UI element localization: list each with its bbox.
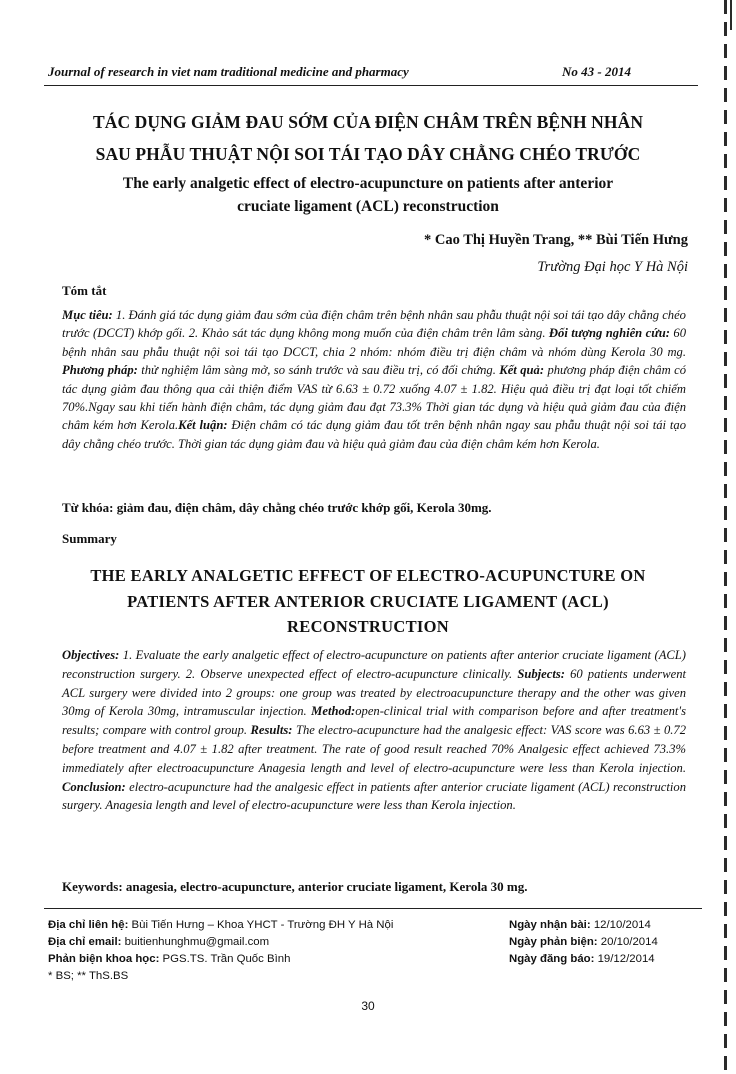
reviewer-value: PGS.TS. Trần Quốc Bình xyxy=(159,953,291,965)
subjects-text-en: 60 patients underwent ACL surgery were divided into 2 groups: one group was treated by electroacupuncture therapy and the other was given 30mg of Kerola 30mg, intramuscular injection. xyxy=(62,666,686,719)
footer-dates-block xyxy=(509,917,709,968)
footer-contact-block xyxy=(48,917,488,985)
results-text-en: The electro-acupuncture had the analgesic effect: VAS score was 6.63 ± 0.72 before treatment and 4.07 ± 1.82 after treatment. The rate of good result reached 70% Analgesic effect achieved 73.3% immediately after electroacupuncture Anagesia length and level of electro-acupuncture were less than Kerola injection. xyxy=(62,723,687,775)
header-divider xyxy=(44,85,698,86)
contact-line xyxy=(48,917,488,934)
english-abstract xyxy=(62,646,686,815)
scan-edge-mark-top xyxy=(730,0,732,30)
degrees-note: * BS; ** ThS.BS xyxy=(48,970,129,982)
received-value: 12/10/2014 xyxy=(590,919,651,931)
reviewer-label: Phản biện khoa học: xyxy=(48,953,160,965)
method-text: thử nghiệm lâm sàng mở, so sánh trước và sau điều trị, có đối chứng. xyxy=(137,363,500,378)
vietnamese-title xyxy=(40,106,696,170)
email-value[interactable]: buitienhunghmu@gmail.com xyxy=(121,936,270,948)
english-keywords: Keywords: anagesia, electro-acupuncture, anterior cruciate ligament, Kerola 30 mg. xyxy=(62,879,528,894)
page-number: 30 xyxy=(361,999,375,1013)
conclusion-text-en: electro-acupuncture had the analgesic effect in patients after anterior cruciate ligament (ACL) reconstruction surgery. Anagesia length and level of electro-acupuncture were less than Kerola injection. xyxy=(62,779,686,813)
email-label: Địa chỉ email: xyxy=(48,936,122,948)
conclusion-label: Kết luận: xyxy=(178,418,228,433)
published-date-line xyxy=(509,951,709,968)
affiliation: Trường Đại học Y Hà Nội xyxy=(537,259,688,275)
received-date-line xyxy=(509,917,709,934)
results-label: Kết quả: xyxy=(499,363,545,378)
english-title-line-1: The early analgetic effect of electro-acupuncture on patients after anterior xyxy=(122,175,614,192)
vietnamese-keywords: Từ khóa: giảm đau, điện châm, dây chằng chéo trước khớp gối, Kerola 30mg. xyxy=(62,500,492,515)
vietnamese-abstract xyxy=(62,306,686,453)
objective-label: Mục tiêu: xyxy=(62,308,113,322)
method-text-en: open-clinical trial with comparison before and after treatment's results; compare with control group. xyxy=(62,704,686,738)
conclusion-label-en: Conclusion: xyxy=(62,779,126,794)
reviewed-date-line xyxy=(509,934,709,951)
objectives-text: 1. Evaluate the early analgetic effect of electro-acupuncture on patients after anterior cruciate ligament (ACL) reconstruction surgery. 2. Observe unexpected effect of electro-acupuncture clinically. xyxy=(62,648,686,681)
english-title xyxy=(40,172,696,218)
objectives-label: Objectives: xyxy=(62,648,120,662)
vietnamese-title-line-2: SAU PHẪU THUẬT NỘI SOI TÁI TẠO DÂY CHẰNG CHÉO TRƯỚC xyxy=(95,144,641,164)
published-value: 19/12/2014 xyxy=(594,953,655,965)
contact-label: Địa chỉ liên hệ: xyxy=(48,919,129,931)
objective-text: 1. Đánh giá tác dụng giảm đau sớm của điện châm trên bệnh nhân sau phẫu thuật nội soi tái tạo dây chằng chéo trước (DCCT) khớp gối. 2. Khảo sát tác dụng không mong muốn của điện châm trên lâm sàng. xyxy=(62,308,686,341)
summary-title-line-2: PATIENTS AFTER ANTERIOR CRUCIATE LIGAMENT (ACL) xyxy=(127,591,609,611)
issue-number: No 43 - 2014 xyxy=(562,64,631,79)
vietnamese-title-line-1: TÁC DỤNG GIẢM ĐAU SỚM CỦA ĐIỆN CHÂM TRÊN BỆNH NHÂN xyxy=(92,112,644,132)
journal-name: Journal of research in viet nam traditional medicine and pharmacy xyxy=(48,64,409,79)
summary-heading: Summary xyxy=(62,531,117,546)
method-label-en: Method: xyxy=(311,704,356,719)
english-title-line-2: cruciate ligament (ACL) reconstruction xyxy=(237,198,499,215)
summary-title xyxy=(40,563,696,640)
summary-title-line-1: THE EARLY ANALGETIC EFFECT OF ELECTRO-ACUPUNCTURE ON xyxy=(90,566,646,585)
conclusion-text: Điện châm có tác dụng giảm đau tốt trên bệnh nhân ngay sau phẫu thuật nội soi tái tạo dây chằng chéo trước. Thời gian tác dụng giảm đau và hiệu quả giảm đau của điện châm kém hơn Kerola. xyxy=(62,418,686,451)
method-label: Phương pháp: xyxy=(62,363,138,378)
published-label: Ngày đăng báo: xyxy=(509,953,595,965)
scan-edge-mark xyxy=(724,0,727,1074)
results-label-en: Results: xyxy=(250,723,293,738)
results-text: phương pháp điện châm có tác dụng giảm đau thông qua cải thiện điểm VAS từ 6.63 ± 0.72 xuống 4.07 ± 1.82. Hiệu quả điều trị đạt loại tốt chiếm 70%.Ngay sau khi tiến hành điện châm, tác dụng giảm đau đạt 73.3% Thời gian tác dụng và hiệu quả giảm đau của điện châm kém hơn Kerola. xyxy=(62,363,686,433)
abstract-heading: Tóm tắt xyxy=(62,283,107,298)
summary-title-line-3: RECONSTRUCTION xyxy=(287,617,449,636)
reviewed-label: Ngày phản biện: xyxy=(509,936,598,948)
subjects-label-en: Subjects: xyxy=(517,666,565,681)
received-label: Ngày nhận bài: xyxy=(509,919,591,931)
reviewed-value: 20/10/2014 xyxy=(597,936,658,948)
subjects-text: 60 bệnh nhân sau phẫu thuật nội soi tái tạo DCCT, chia 2 nhóm: nhóm điều trị điện châm và nhóm dùng Kerola 30 mg. xyxy=(62,326,687,359)
authors: * Cao Thị Huyền Trang, ** Bùi Tiến Hưng xyxy=(423,232,688,248)
email-line xyxy=(48,934,488,951)
reviewer-line xyxy=(48,951,488,968)
footer-divider xyxy=(44,908,702,909)
subjects-label: Đối tượng nghiên cứu: xyxy=(548,326,670,341)
contact-value: Bùi Tiến Hưng – Khoa YHCT - Trường ĐH Y Hà Nội xyxy=(128,919,394,931)
